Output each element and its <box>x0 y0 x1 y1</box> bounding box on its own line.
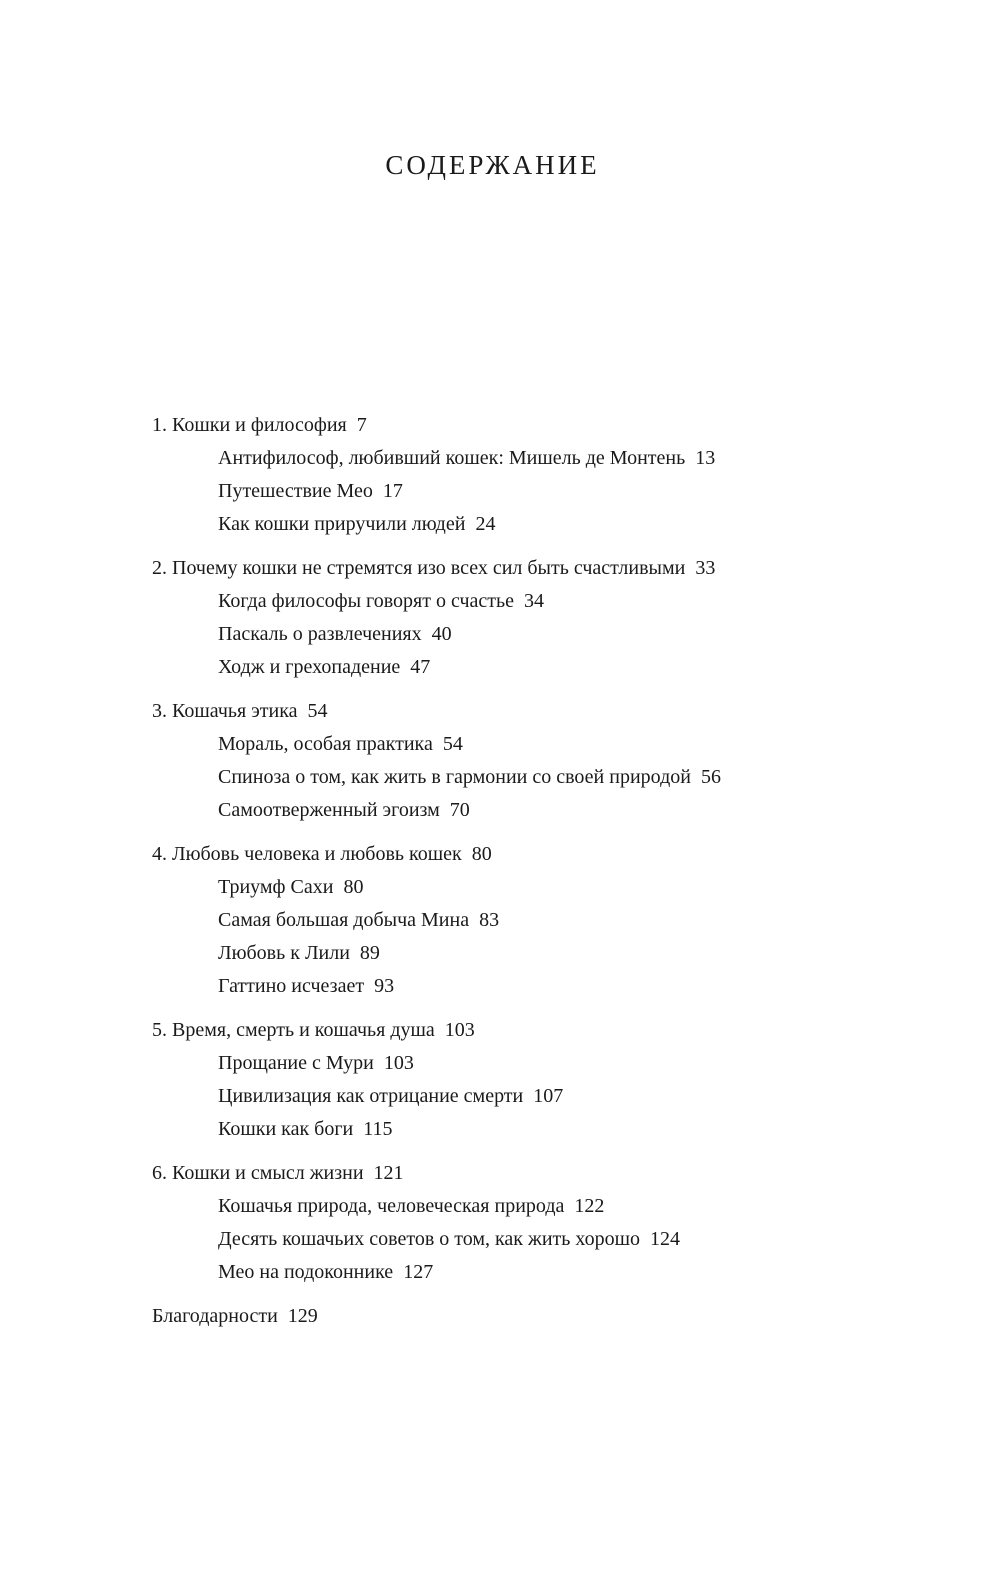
entry-title: Мео на подоконнике <box>218 1261 394 1283</box>
entry-title: 4. Любовь человека и любовь кошек <box>152 843 462 865</box>
entry-title: Кошки как боги <box>218 1118 354 1140</box>
page-number: 40 <box>431 623 452 645</box>
toc-chapter-entry[interactable] <box>152 838 912 871</box>
toc-section-entry[interactable] <box>152 1256 912 1289</box>
entry-title: Самоотверженный эгоизм <box>218 799 440 821</box>
toc-chapter-entry[interactable] <box>152 695 912 728</box>
page-number: 127 <box>403 1261 434 1283</box>
toc-chapter-entry[interactable] <box>152 1014 912 1047</box>
toc-section-entry[interactable] <box>152 970 912 1003</box>
page-number: 7 <box>356 414 367 436</box>
page-number: 93 <box>374 975 395 997</box>
toc-section-entry[interactable] <box>152 1113 912 1146</box>
page-number: 121 <box>373 1162 404 1184</box>
page-number: 80 <box>343 876 364 898</box>
toc-section-entry[interactable] <box>152 728 912 761</box>
page-number: 56 <box>700 766 721 788</box>
toc-chapter-entry[interactable] <box>152 552 912 585</box>
page-number: 17 <box>382 480 403 502</box>
page-number: 115 <box>363 1118 393 1140</box>
page-number: 33 <box>695 557 716 579</box>
entry-title: Десять кошачьих советов о том, как жить хорошо <box>218 1228 641 1250</box>
toc-section-entry[interactable] <box>152 1223 912 1256</box>
page-number: 83 <box>479 909 500 931</box>
entry-title: Прощание с Мури <box>218 1052 374 1074</box>
toc-section-entry[interactable] <box>152 508 912 541</box>
entry-title: 2. Почему кошки не стремятся изо всех сил быть счастливыми <box>152 557 686 579</box>
entry-title: 3. Кошачья этика <box>152 700 298 722</box>
toc-section-entry[interactable] <box>152 904 912 937</box>
toc-section-entry[interactable] <box>152 794 912 827</box>
toc-section-entry[interactable] <box>152 937 912 970</box>
toc-chapter-group <box>152 1014 912 1146</box>
entry-title: Триумф Сахи <box>218 876 334 898</box>
page-title: СОДЕРЖАНИЕ <box>385 150 600 180</box>
page-number: 89 <box>359 942 380 964</box>
toc-section-entry[interactable] <box>152 761 912 794</box>
toc-section-entry[interactable] <box>152 442 912 475</box>
page-number: 129 <box>287 1305 318 1327</box>
toc-chapter-entry[interactable] <box>152 1157 912 1190</box>
entry-title: Путешествие Мео <box>218 480 373 502</box>
page-number: 47 <box>410 656 431 678</box>
toc-chapter-group <box>152 1300 912 1333</box>
table-of-contents <box>152 409 912 1344</box>
toc-section-entry[interactable] <box>152 618 912 651</box>
entry-title: Самая большая добыча Мина <box>218 909 470 931</box>
page-number: 54 <box>442 733 463 755</box>
entry-title: Спиноза о том, как жить в гармонии со своей природой <box>218 766 691 788</box>
toc-chapter-group <box>152 695 912 827</box>
toc-chapter-entry[interactable] <box>152 409 912 442</box>
entry-title: 5. Время, смерть и кошачья душа <box>152 1019 435 1041</box>
page-number: 103 <box>383 1052 414 1074</box>
entry-title: Когда философы говорят о счастье <box>218 590 514 612</box>
entry-title: Паскаль о развлечениях <box>218 623 422 645</box>
entry-title: 1. Кошки и философия <box>152 414 347 436</box>
page-number: 13 <box>695 447 716 469</box>
page-number: 107 <box>533 1085 564 1107</box>
page-number: 80 <box>471 843 492 865</box>
entry-title: Цивилизация как отрицание смерти <box>218 1085 524 1107</box>
toc-chapter-entry[interactable] <box>152 1300 912 1333</box>
page-number: 124 <box>650 1228 681 1250</box>
toc-section-entry[interactable] <box>152 871 912 904</box>
toc-section-entry[interactable] <box>152 1047 912 1080</box>
page-number: 54 <box>307 700 328 722</box>
entry-title: 6. Кошки и смысл жизни <box>152 1162 364 1184</box>
toc-chapter-group <box>152 838 912 1003</box>
entry-title: Антифилософ, любивший кошек: Мишель де Монтень <box>218 447 686 469</box>
entry-title: Как кошки приручили людей <box>218 513 466 535</box>
page-number: 122 <box>574 1195 605 1217</box>
entry-title: Кошачья природа, человеческая природа <box>218 1195 565 1217</box>
toc-chapter-group <box>152 552 912 684</box>
entry-title: Любовь к Лили <box>218 942 350 964</box>
page-number: 103 <box>444 1019 475 1041</box>
toc-section-entry[interactable] <box>152 475 912 508</box>
toc-section-entry[interactable] <box>152 1080 912 1113</box>
toc-section-entry[interactable] <box>152 651 912 684</box>
toc-chapter-group <box>152 409 912 541</box>
entry-title: Благодарности <box>152 1305 278 1327</box>
entry-title: Мораль, особая практика <box>218 733 433 755</box>
page-number: 70 <box>449 799 470 821</box>
toc-chapter-group <box>152 1157 912 1289</box>
page-number: 24 <box>475 513 496 535</box>
toc-section-entry[interactable] <box>152 1190 912 1223</box>
toc-section-entry[interactable] <box>152 585 912 618</box>
entry-title: Ходж и грехопадение <box>218 656 401 678</box>
page-number: 34 <box>524 590 544 612</box>
entry-title: Гаттино исчезает <box>218 975 365 997</box>
